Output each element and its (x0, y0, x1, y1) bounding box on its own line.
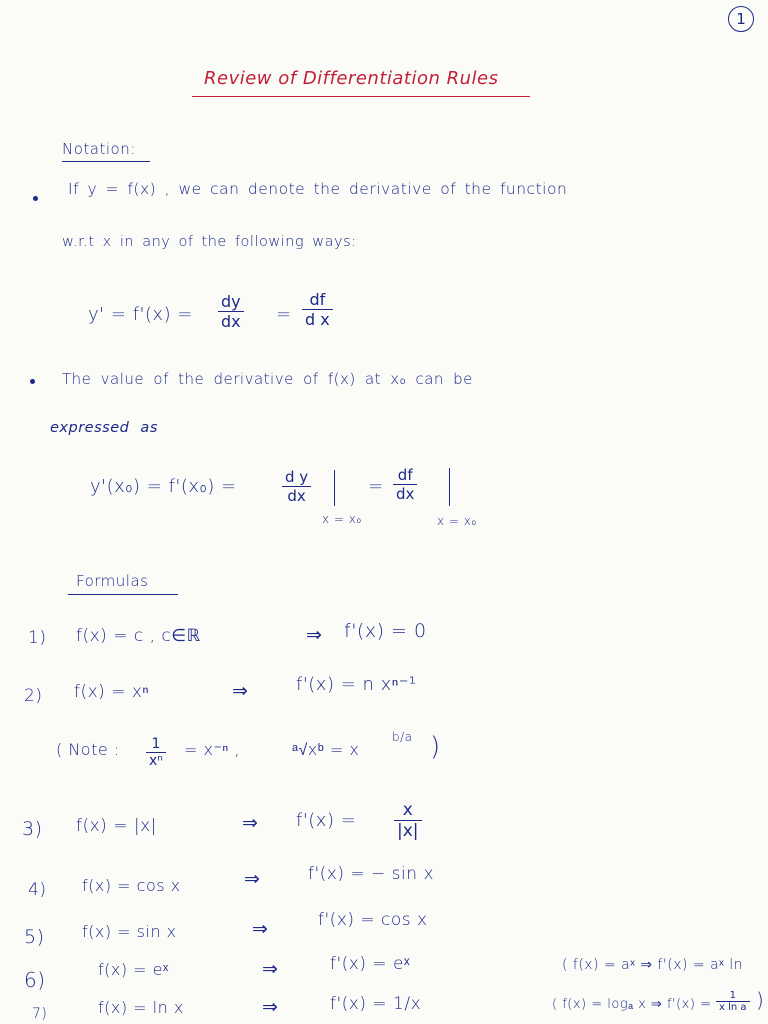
eq1-fraction-df-dx (302, 290, 333, 329)
page-title: Review of Differentiation Rules (204, 68, 499, 89)
title-underline (192, 96, 530, 97)
eq2-f2-numerator: df (393, 466, 417, 485)
formula-3-frac-denominator: |x| (397, 821, 419, 841)
formula-7-number: 7) (32, 1006, 48, 1022)
note-frac-denominator: xⁿ (149, 753, 163, 769)
formula-5-number: 5) (24, 926, 45, 948)
formula-1-lhs: f(x) = c , c∈ℝ (76, 626, 201, 646)
formula-1-rhs: f'(x) = 0 (344, 620, 427, 642)
notation-line-1: If y = f(x) , we can denote the derivative of the function (68, 180, 568, 198)
value-line-1: The value of the derivative of f(x) at x₀ can be (62, 370, 473, 388)
note-fraction (146, 736, 166, 769)
bullet-notation (33, 196, 38, 201)
eq1-lhs: y' = f'(x) = (88, 304, 193, 325)
eq2-f1-numerator: d y (282, 468, 311, 487)
formula-7-side-fraction (716, 990, 750, 1013)
formula-2-lhs: f(x) = xⁿ (74, 682, 150, 702)
eq2-fraction-df-dx (393, 466, 417, 503)
eq2-eval-2: x = x₀ (437, 514, 477, 528)
formula-1-number: 1) (28, 628, 47, 648)
formula-7-side-frac-numerator: 1 (716, 990, 750, 1002)
eq2-eval-1: x = x₀ (322, 512, 362, 526)
formula-6-rhs: f'(x) = eˣ (330, 954, 411, 974)
formula-7-lhs: f(x) = ln x (98, 998, 184, 1017)
formula-5-rhs: f'(x) = cos x (318, 910, 428, 930)
note-mid: = x⁻ⁿ , (184, 740, 240, 759)
formulas-underline (68, 594, 178, 595)
eq2-equals: = (368, 476, 384, 497)
formula-4-number: 4) (28, 880, 47, 900)
eq1-equals: = (276, 304, 292, 325)
notation-heading: Notation: (62, 140, 136, 158)
eq1-f2-numerator: df (302, 290, 333, 310)
eq1-f1-numerator: dy (218, 292, 244, 312)
eq2-f2-denominator: dx (396, 485, 415, 503)
notation-line-2: w.r.t x in any of the following ways: (62, 234, 357, 250)
note-close: ) (430, 732, 441, 762)
formula-3-rhs: f'(x) = (296, 810, 357, 831)
formula-3-number: 3) (22, 818, 43, 840)
eq2-eval-bar-1 (334, 470, 335, 506)
formula-6-arrow: ⇒ (262, 958, 279, 980)
page-number: 1 (728, 6, 754, 32)
eq2-f1-denominator: dx (287, 487, 306, 505)
notation-underline (62, 161, 150, 162)
note-root-exponent: b/a (392, 730, 413, 744)
eq2-fraction-dy-dx (282, 468, 311, 505)
eq1-f1-denominator: dx (221, 312, 241, 331)
note-open: ( Note : (56, 740, 120, 759)
formula-3-arrow: ⇒ (242, 812, 259, 834)
eq2-eval-bar-2 (449, 468, 450, 506)
note-frac-numerator: 1 (146, 736, 166, 753)
eq1-fraction-dy-dx (218, 292, 244, 331)
formula-6-number: 6) (24, 968, 46, 992)
bullet-value (30, 379, 35, 384)
formula-4-lhs: f(x) = cos x (82, 876, 181, 895)
formula-6-lhs: f(x) = eˣ (98, 960, 169, 979)
formula-1-arrow: ⇒ (306, 624, 323, 646)
formula-5-lhs: f(x) = sin x (82, 922, 177, 941)
formula-7-rhs: f'(x) = 1/x (330, 994, 422, 1014)
eq1-f2-denominator: d x (305, 310, 330, 329)
formula-7-side-note: ( f(x) = logₐ x ⇒ f'(x) = (552, 997, 712, 1012)
formula-7-side-frac-denominator: x ln a (719, 1002, 747, 1013)
eq2-lhs: y'(x₀) = f'(x₀) = (90, 476, 237, 497)
note-root: ᵃ√xᵇ = x (292, 740, 360, 759)
formula-2-arrow: ⇒ (232, 680, 249, 702)
formula-4-rhs: f'(x) = − sin x (308, 864, 435, 884)
formula-7-arrow: ⇒ (262, 996, 279, 1018)
formulas-heading: Formulas (76, 572, 149, 590)
formula-7-side-close: ) (756, 988, 765, 1012)
formula-2-number: 2) (24, 686, 43, 706)
formula-5-arrow: ⇒ (252, 918, 269, 940)
formula-3-lhs: f(x) = |x| (76, 816, 157, 836)
formula-3-fraction (394, 800, 422, 841)
formula-2-rhs: f'(x) = n xⁿ⁻¹ (296, 674, 417, 695)
formula-4-arrow: ⇒ (244, 868, 261, 890)
value-line-2: expressed as (50, 420, 158, 436)
formula-6-side-note: ( f(x) = aˣ ⇒ f'(x) = aˣ ln (562, 957, 743, 973)
formula-3-frac-numerator: x (394, 800, 422, 821)
